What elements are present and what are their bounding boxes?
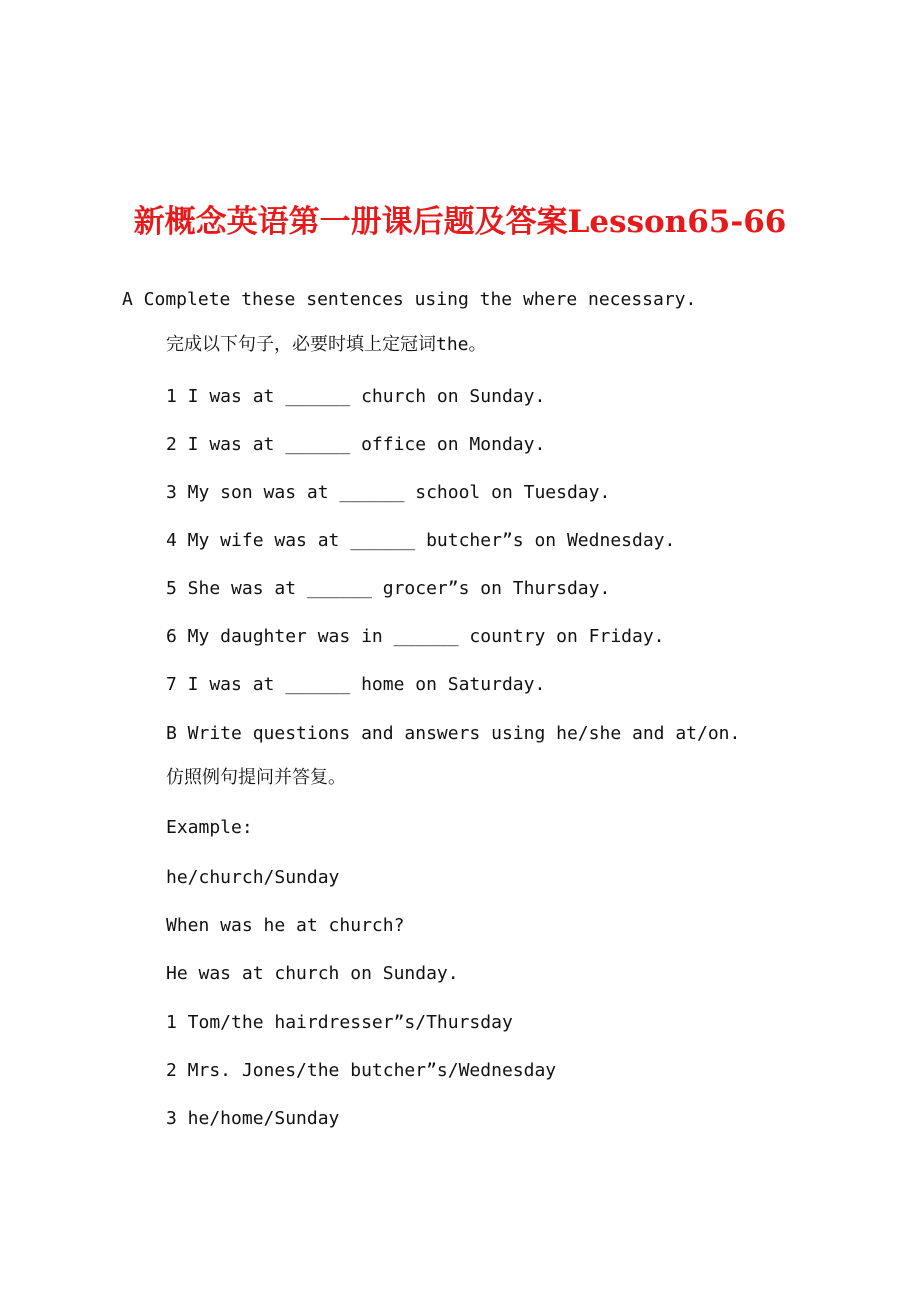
exercise-item: 1 I was at ______ church on Sunday. (166, 386, 546, 407)
exercise-item: 6 My daughter was in ______ country on Friday. (166, 626, 665, 647)
example-question: When was he at church? (166, 915, 405, 936)
example-prompt: he/church/Sunday (166, 867, 340, 888)
exercise-item: 2 I was at ______ office on Monday. (166, 434, 546, 455)
exercise-item: 1 Tom/the hairdresser”s/Thursday (166, 1012, 513, 1033)
section-b-instruction: 仿照例句提问并答复。 (166, 767, 346, 788)
section-a-instruction: 完成以下句子，必要时填上定冠词the。 (166, 334, 487, 355)
example-answer: He was at church on Sunday. (166, 963, 459, 984)
section-b-heading: B Write questions and answers using he/she and at/on. (166, 723, 741, 744)
section-a-heading: A Complete these sentences using the where necessary. (122, 289, 697, 310)
exercise-item: 7 I was at ______ home on Saturday. (166, 674, 546, 695)
exercise-item: 3 My son was at ______ school on Tuesday. (166, 482, 611, 503)
exercise-item: 2 Mrs. Jones/the butcher”s/Wednesday (166, 1060, 557, 1081)
page-title: 新概念英语第一册课后题及答案Lesson65-66 (133, 204, 787, 240)
exercise-item: 4 My wife was at ______ butcher”s on Wednesday. (166, 530, 676, 551)
exercise-item: 5 She was at ______ grocer”s on Thursday. (166, 578, 611, 599)
exercise-item: 3 he/home/Sunday (166, 1108, 340, 1129)
example-label: Example: (166, 817, 253, 838)
